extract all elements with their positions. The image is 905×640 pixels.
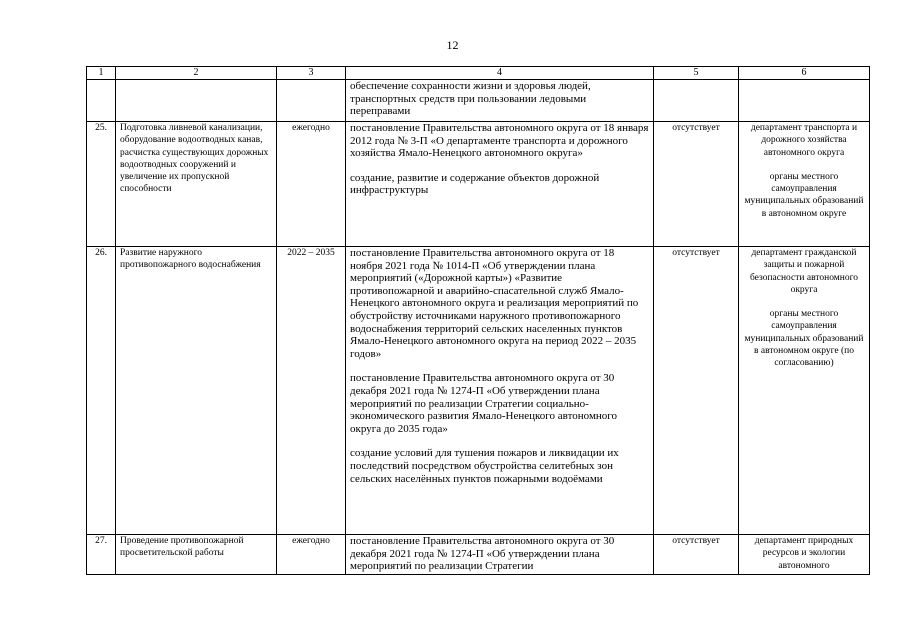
measure-executors (739, 535, 870, 575)
header-cell-3: 3 (277, 67, 346, 80)
row-number: 25. (87, 122, 116, 247)
measure-title: Развитие наружного противопожарного водоснабжения (116, 247, 277, 535)
measures-table (86, 66, 870, 575)
measure-basis (346, 247, 654, 535)
continuation-row (87, 80, 870, 122)
executor-paragraph: департамент гражданской защиты и пожарной безопасности автономного округа (749, 248, 859, 295)
header-cell-6: 6 (739, 67, 870, 80)
page-number: 12 (446, 38, 459, 52)
measure-term: 2022 – 2035 (277, 247, 346, 535)
measure-title: Проведение противопожарной просветительской работы (116, 535, 277, 575)
table-row-26 (87, 247, 870, 535)
header-cell-5: 5 (654, 67, 739, 80)
continuation-term (277, 80, 346, 122)
basis-paragraph: постановление Правительства автономного округа от 18 января 2012 года № 3-П «О департаменте транспорта и дорожного хозяйства Ямало-Ненецкого автономного округа» (350, 122, 649, 160)
measure-executors (739, 247, 870, 535)
table-row-25 (87, 122, 870, 247)
header-row (87, 67, 870, 80)
row-number: 27. (87, 535, 116, 575)
continuation-num (87, 80, 116, 122)
measure-funding: отсутствует (654, 122, 739, 247)
header-cell-2: 2 (116, 67, 277, 80)
header-cell-1: 1 (87, 67, 116, 80)
measure-basis (346, 535, 654, 575)
measure-funding: отсутствует (654, 247, 739, 535)
basis-paragraph: создание условий для тушения пожаров и ликвидации их последствий посредством обустройства селитебных зон сельских населённых пунктов пожарными водоёмами (350, 447, 619, 485)
executor-paragraph: органы местного самоуправления муниципальных образований в автономном округе (по согласованию) (744, 309, 864, 369)
continuation-funding (654, 80, 739, 122)
row-number: 26. (87, 247, 116, 535)
measure-basis (346, 122, 654, 247)
basis-paragraph: постановление Правительства автономного округа от 30 декабря 2021 года № 1274-П «Об утверждении плана мероприятий по реализации Стратегии (350, 535, 615, 573)
basis-paragraph: создание, развитие и содержание объектов дорожной инфраструктуры (350, 171, 600, 197)
continuation-text: обеспечение сохранности жизни и здоровья людей, транспортных средств при пользовании ледовыми переправами (346, 80, 654, 122)
measure-funding: отсутствует (654, 535, 739, 575)
continuation-title (116, 80, 277, 122)
executor-paragraph: департамент природных ресурсов и экологии автономного (754, 536, 854, 571)
measure-executors (739, 122, 870, 247)
executor-paragraph: органы местного самоуправления муниципальных образований в автономном округе (744, 171, 864, 219)
table-row-27 (87, 535, 870, 575)
measure-term: ежегодно (277, 535, 346, 575)
measure-term: ежегодно (277, 122, 346, 247)
measure-title: Подготовка ливневой канализации, оборудование водоотводных канав, расчистка существующих дорожных водоотводных сооружений и увеличение их пропускной способности (116, 122, 277, 247)
basis-paragraph: постановление Правительства автономного округа от 30 декабря 2021 года № 1274-П «Об утверждении плана мероприятий по реализации Стратегии социально-экономического развития Ямало-Ненецкого автономного округа до 2035 года» (350, 372, 618, 435)
continuation-executors (739, 80, 870, 122)
executor-paragraph: департамент транспорта и дорожного хозяйства автономного округа (750, 123, 858, 158)
basis-paragraph: постановление Правительства автономного округа от 18 ноября 2021 года № 1014-П «Об утверждении плана мероприятий («Дорожной карты») «Развитие противопожарной и аварийно-спасательной служб Ямало-Ненецкого автономного округа и реализация мероприятий по обустройству источниками наружного противопожарного водоснабжения территорий сельских населенных пунктов Ямало-Ненецкого автономного округа на период 2022 – 2035 годов» (350, 247, 639, 360)
header-cell-4: 4 (346, 67, 654, 80)
